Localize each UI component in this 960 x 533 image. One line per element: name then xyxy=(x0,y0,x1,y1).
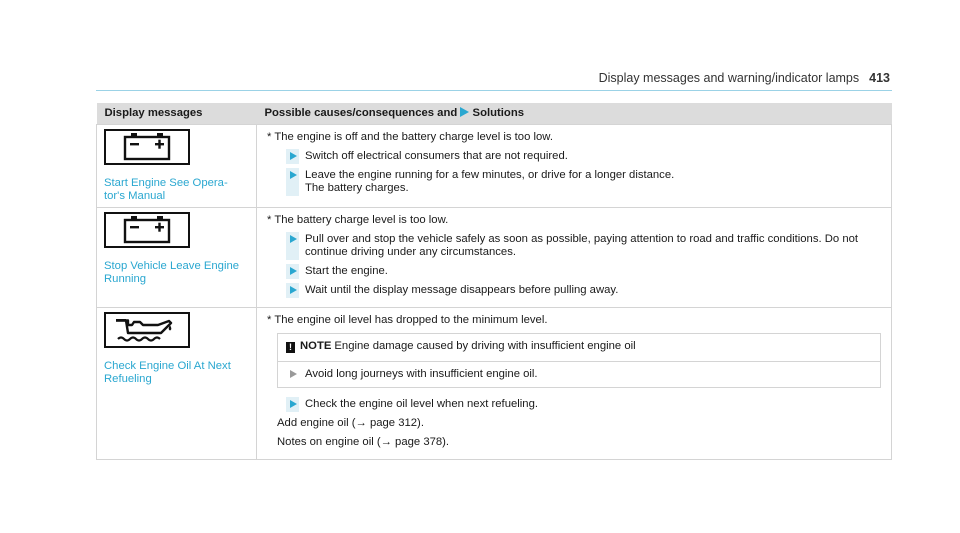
step-arrow-icon xyxy=(290,370,297,378)
battery-icon xyxy=(104,129,190,165)
engine-oil-notes-ref: Notes on engine oil (→ page 378). xyxy=(277,436,450,448)
display-messages-table xyxy=(96,103,892,460)
message-line: Running xyxy=(104,273,147,285)
step-arrow-icon xyxy=(290,400,297,408)
table-row xyxy=(97,308,892,460)
step-arrow-icon xyxy=(290,171,297,179)
solution-step xyxy=(286,233,881,259)
step-arrow-icon xyxy=(290,286,297,294)
message-line: Stop Vehicle Leave Engine xyxy=(104,260,240,272)
step-arrow-icon xyxy=(290,235,297,243)
step-text: Avoid long journeys with insufficient engine oil. xyxy=(305,368,538,380)
step-text: Switch off electrical consumers that are not required. xyxy=(305,150,568,162)
solution-cell xyxy=(257,125,892,208)
arrow-right-icon xyxy=(460,107,469,117)
note-step xyxy=(286,368,880,381)
page-number: 413 xyxy=(869,71,890,85)
warning-icon: ! xyxy=(286,342,295,353)
solution-step xyxy=(286,150,881,163)
col-header-display-messages: Display messages xyxy=(97,103,257,125)
step-text: Start the engine. xyxy=(305,265,388,277)
display-message-text xyxy=(104,360,250,386)
step-arrow-icon xyxy=(290,267,297,275)
step-arrow-icon xyxy=(290,152,297,160)
display-message-text xyxy=(104,177,250,203)
solution-step xyxy=(286,284,881,297)
table-row xyxy=(97,208,892,308)
step-text-line2: The battery charges. xyxy=(305,182,409,194)
table-row xyxy=(97,125,892,208)
cause-text: * The battery charge level is too low. xyxy=(267,214,449,226)
battery-icon xyxy=(104,212,190,248)
message-cell xyxy=(97,208,257,308)
message-line: Check Engine Oil At Next xyxy=(104,360,231,372)
note-title: NOTE xyxy=(300,340,332,352)
message-line: Refueling xyxy=(104,373,152,385)
solution-cell xyxy=(257,208,892,308)
message-cell xyxy=(97,125,257,208)
step-text: Pull over and stop the vehicle safely as soon as possible, paying attention to road and traffic conditions. Do not continue driving under any circumstances. xyxy=(305,233,859,258)
running-header xyxy=(599,71,890,85)
step-text: Wait until the display message disappears before pulling away. xyxy=(305,284,619,296)
col2-header-solutions: Solutions xyxy=(472,107,525,119)
message-line: tor's Manual xyxy=(104,190,166,202)
header-divider xyxy=(96,90,892,91)
solution-cell xyxy=(257,308,892,460)
message-cell xyxy=(97,308,257,460)
step-text: Check the engine oil level when next refueling. xyxy=(305,398,538,410)
step-text: Leave the engine running for a few minutes, or drive for a longer distance. xyxy=(305,169,675,181)
note-box xyxy=(277,333,881,388)
col-header-causes xyxy=(257,103,892,125)
col2-header-text: Possible causes/consequences and xyxy=(264,107,458,119)
solution-step xyxy=(286,398,881,411)
note-text: Engine damage caused by driving with insufficient engine oil xyxy=(334,340,636,352)
table-header-row xyxy=(97,103,892,125)
add-engine-oil-ref: Add engine oil (→ page 312). xyxy=(277,417,424,429)
message-line: Start Engine See Opera- xyxy=(104,177,228,189)
solution-step xyxy=(286,265,881,278)
oil-can-icon xyxy=(104,312,190,348)
note-header xyxy=(278,334,880,362)
solution-step xyxy=(286,169,881,195)
display-message-text xyxy=(104,260,250,286)
cause-text: * The engine is off and the battery charge level is too low. xyxy=(267,131,553,143)
header-title: Display messages and warning/indicator lamps xyxy=(598,71,860,85)
cause-text: * The engine oil level has dropped to the minimum level. xyxy=(267,314,548,326)
